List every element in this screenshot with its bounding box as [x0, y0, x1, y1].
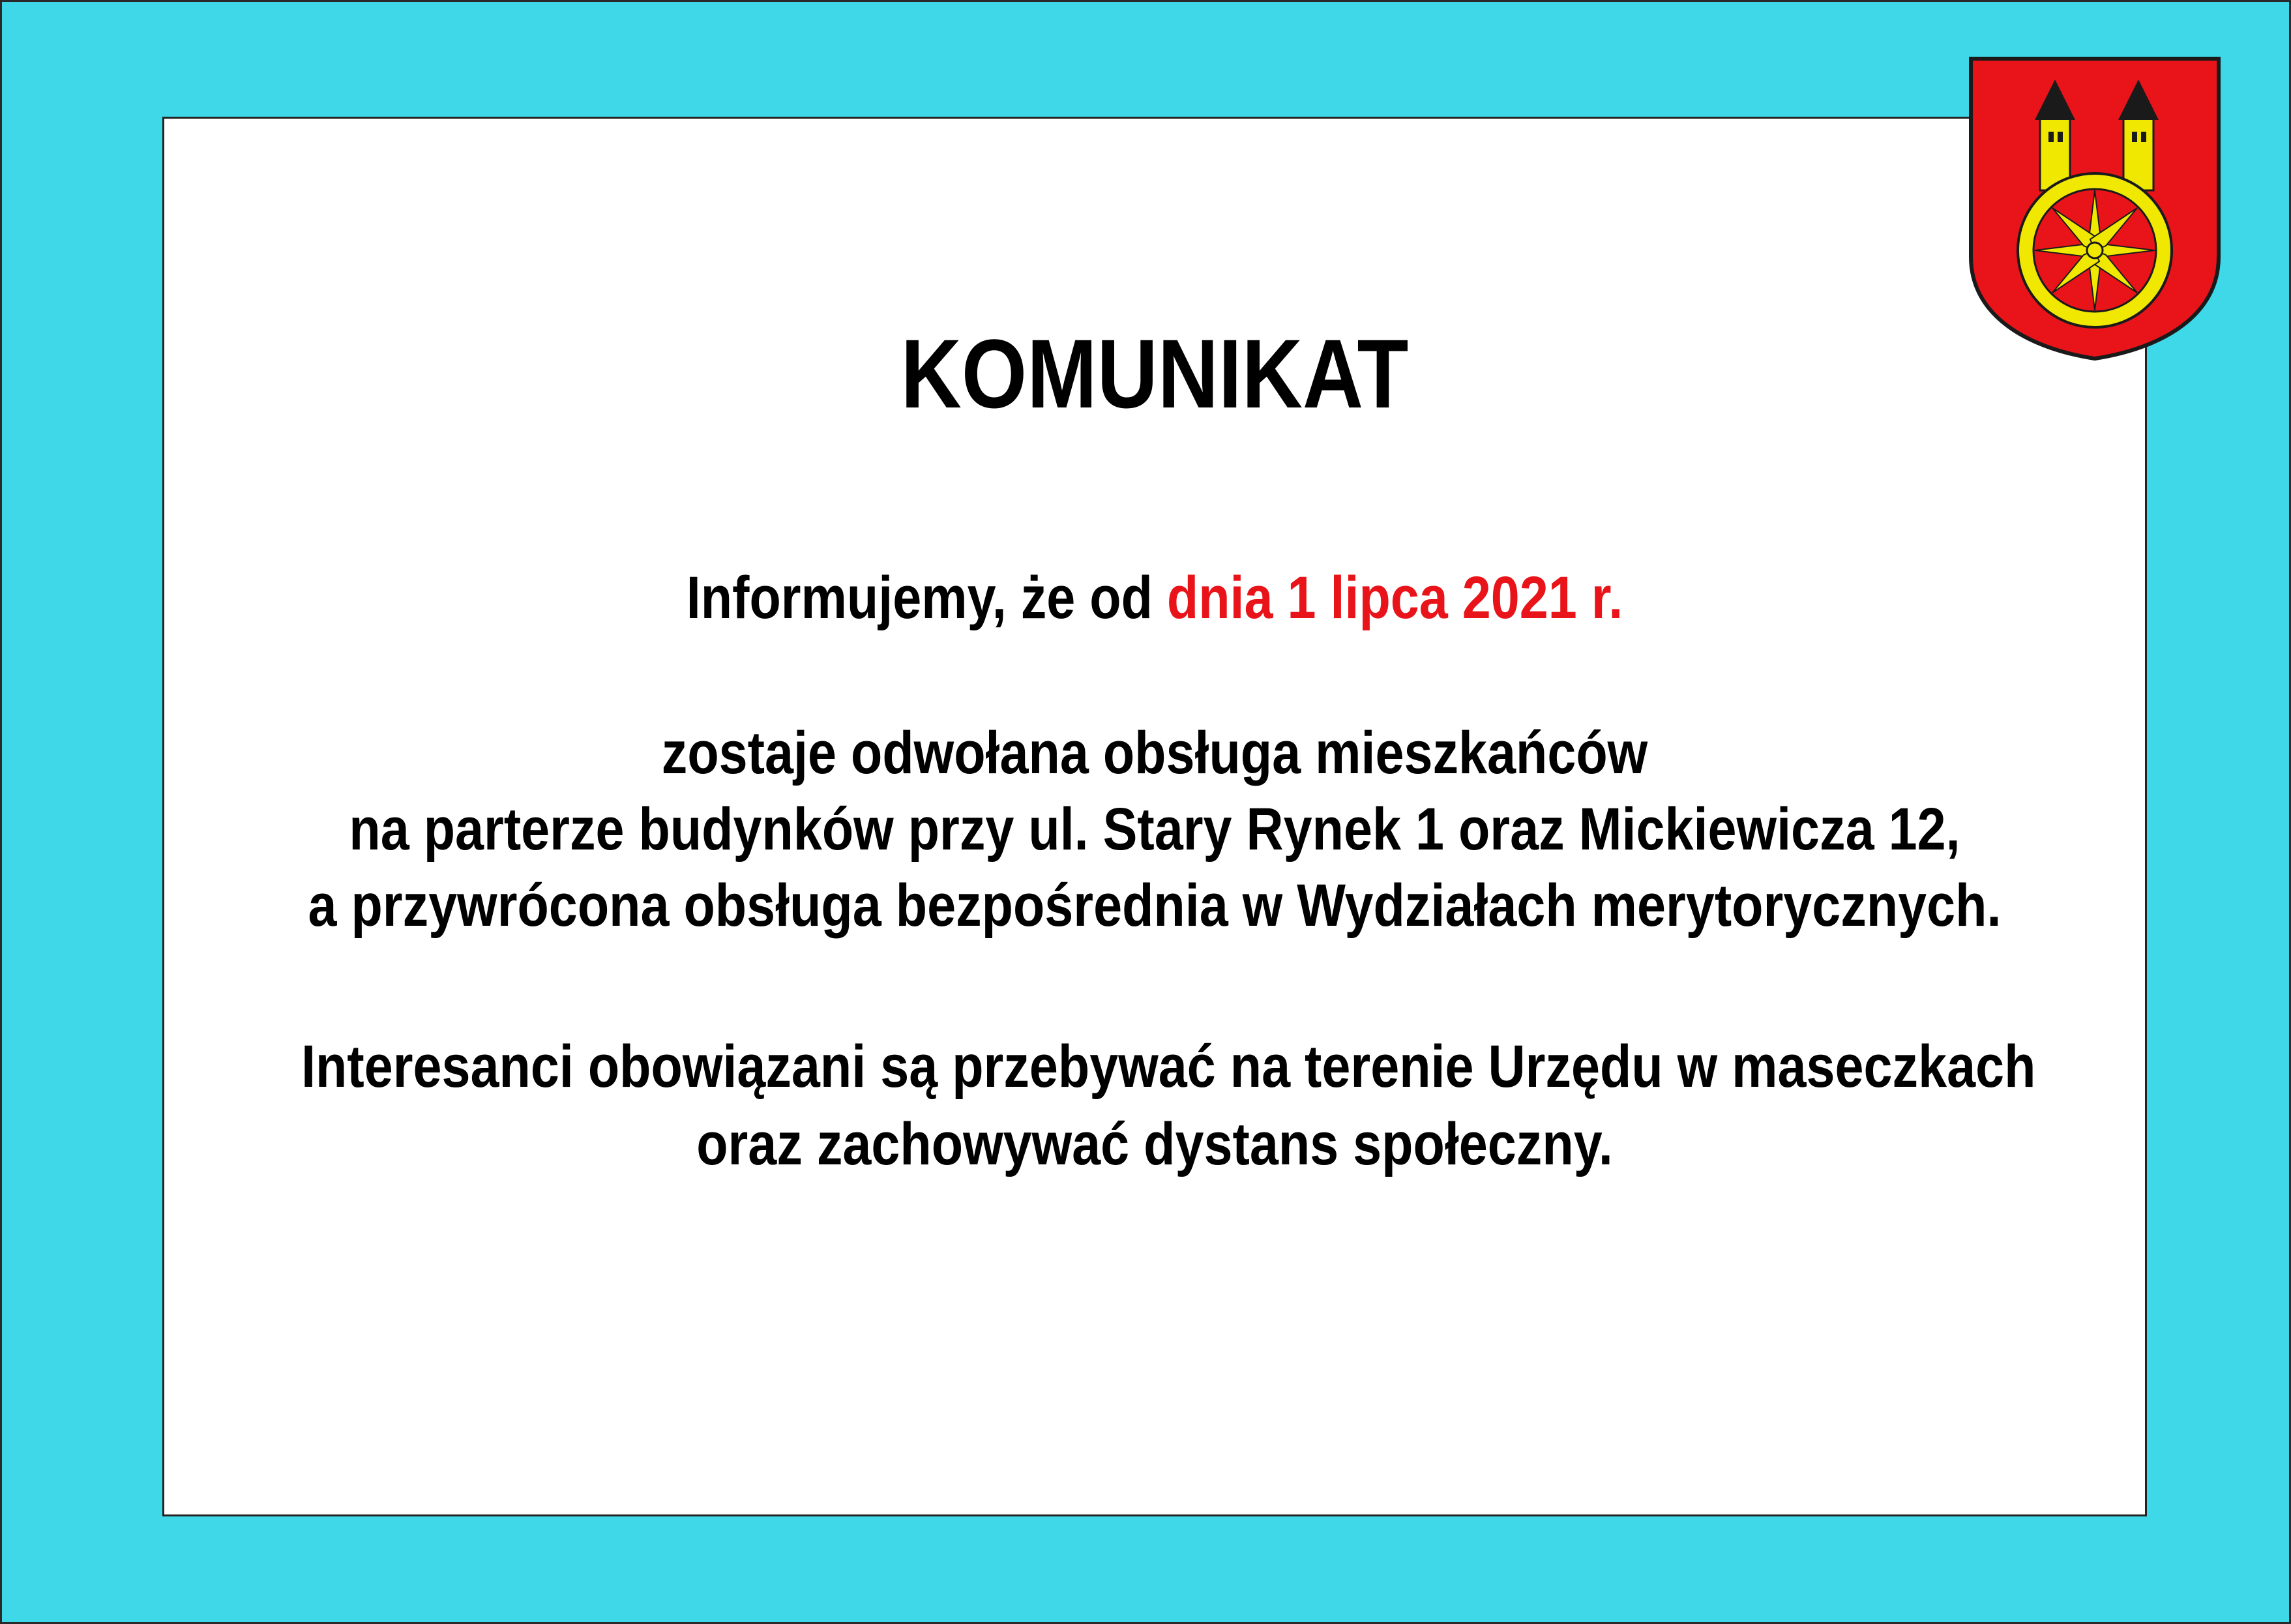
intro-line [301, 562, 2008, 634]
paragraph-line: oraz zachowywać dystans społeczny. [696, 1111, 1613, 1177]
paragraph-line: Interesanci obowiązani są przebywać na terenie Urzędu w maseczkach [301, 1033, 2036, 1100]
paragraph-line: a przywrócona obsługa bezpośrednia w Wydziałach merytorycznych. [308, 872, 2002, 939]
paragraph-line: zostaje odwołana obsługa mieszkańców [661, 720, 1648, 786]
coat-of-arms-icon [1967, 55, 2223, 362]
notice-title: KOMUNIKAT [900, 319, 1409, 428]
date-highlight: dnia 1 lipca 2021 r. [1166, 565, 1623, 631]
paragraph-service-change [301, 715, 2008, 944]
intro-prefix: Informujemy, że od [686, 565, 1167, 631]
paragraph-masks [301, 1028, 2036, 1183]
paragraph-line: na parterze budynków przy ul. Stary Rynek 1 oraz Mickiewicza 12, [349, 796, 1960, 863]
